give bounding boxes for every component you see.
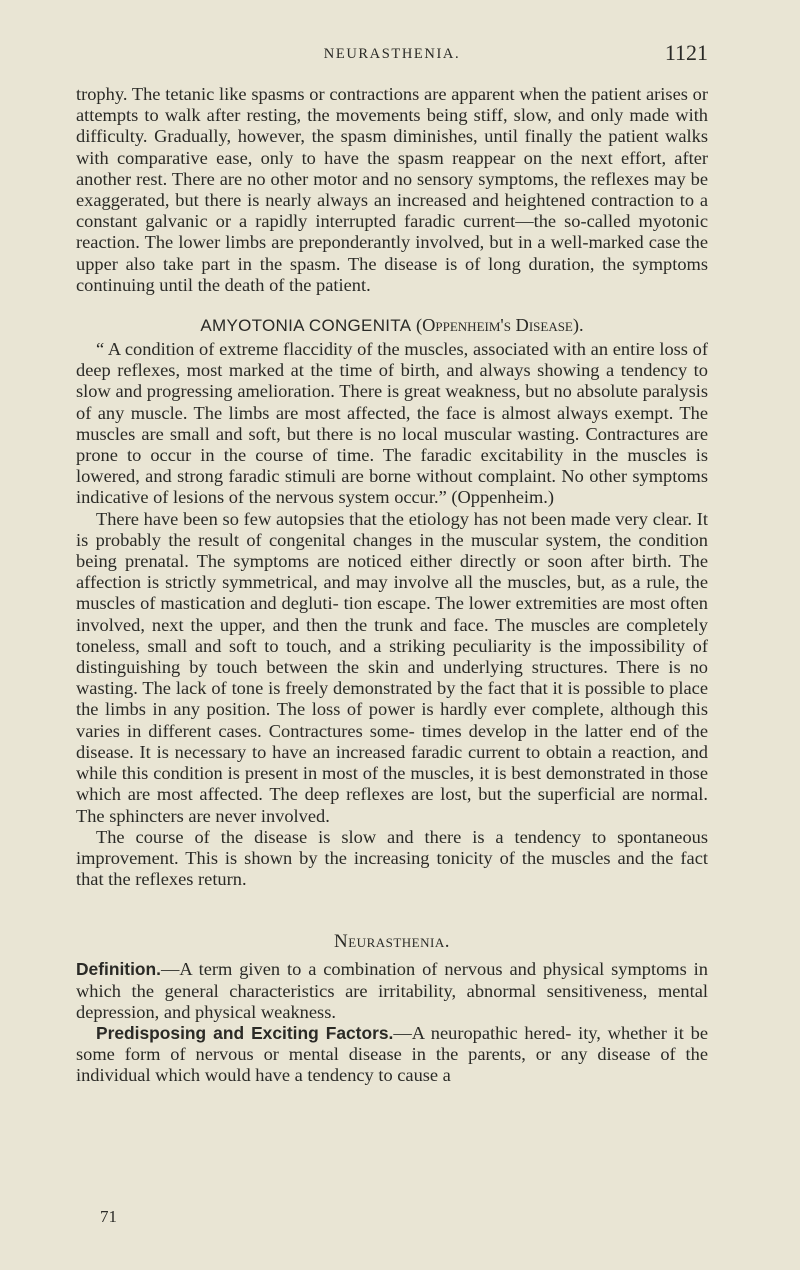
section-heading-subtitle: (Oppenheim's Disease). <box>415 315 584 336</box>
page-number: 1121 <box>664 40 708 65</box>
paragraph: The course of the disease is slow and there is a tendency to spontaneous improvement. This is shown by the increasing tonicity of the muscles and the fact that the reflexes return. <box>76 826 708 890</box>
paragraph: “ A condition of extreme flaccidity of the muscles, associated with an entire loss of deep reflexes, most marked at the time of birth, and always showing a tendency to slow and progressing amelioration. There is great weakness, but no absolute paralysis of any muscle. The limbs are most affected, the face is almost always exempt. The muscles are small and soft, but there is no local muscular wasting. Contractures are prone to occur in the course of time. The faradic excitability in the muscles is lowered, and strong faradic stimuli are borne without complaint. No other symptoms indicative of lesions of the nervous system occur.” (Oppenheim.) <box>76 339 708 508</box>
paragraph: There have been so few autopsies that the etiology has not been made very clear. It is probably the result of congenital changes in the muscular system, the condition being prenatal. The symptoms are noticed either directly or soon after birth. The affection is strictly symmetrical, and may involve all the muscles, but, as a rule, the muscles of mastication and degluti- tion escape. The lower extremities are most often involved, next the upper, and then the trunk and face. The muscles are completely toneless, small and soft to touch, and a striking peculiarity is the impossibility of distinguishing by touch between the skin and underlying structures. There is no wasting. The lack of tone is freely demonstrated by the fact that it is possible to place the limbs in any position. The loss of power is hardly ever complete, although this varies in different cases. Contractures some- times develop in the latter end of the disease. It is necessary to have an increased faradic current to obtain a reaction, and while this condition is present in most of the muscles, it is best demonstrated in those which are most affected. The deep reflexes are lost, but the superficial are normal. The sphincters are never involved. <box>76 508 708 826</box>
section-neurasthenia <box>76 931 708 1086</box>
paragraph-text: —A term given to a combination of nervous and physical symptoms in which the general characteristics are irritability, abnormal sensitiveness, mental depression, and physical weakness. <box>76 959 708 1022</box>
section-heading <box>76 314 708 337</box>
section-heading: Neurasthenia. <box>334 931 450 953</box>
page-body <box>76 84 708 1087</box>
paragraph-factors <box>76 1023 708 1087</box>
section-amyotonia-congenita <box>76 314 708 890</box>
paragraph-definition <box>76 959 708 1023</box>
paragraph-lead: Definition. <box>76 959 162 980</box>
paragraph-lead: Predisposing and Exciting Factors. <box>96 1022 394 1043</box>
running-head: NEURASTHENIA. <box>323 46 461 62</box>
section-heading-main: AMYOTONIA CONGENITA <box>200 316 412 336</box>
paragraph-text: —A neuropathic hered- ity, whether it be some form of nervous or mental disease in the parents, or any disease of the individual which would have a tendency to cause a <box>76 1022 709 1086</box>
page-header <box>76 40 708 66</box>
signature-mark: 71 <box>100 1207 117 1226</box>
paragraph-continuation: trophy. The tetanic like spasms or contractions are apparent when the patient arises or attempts to walk after resting, the movements being stiff, slow, and only made with difficulty. Gradually, however, the spasm diminishes, until finally the patient walks with comparative ease, only to have the spasm reappear on the next effort, after another rest. There are no other motor and no sensory symptoms, the reflexes may be exaggerated, but there is nearly always an increased and heightened contraction to a constant galvanic or a rapidly interrupted faradic current—the so-called myotonic reaction. The lower limbs are preponderantly involved, but in a well-marked case the upper also take part in the spasm. The disease is of long duration, the symptoms continuing until the death of the patient. <box>76 84 708 295</box>
